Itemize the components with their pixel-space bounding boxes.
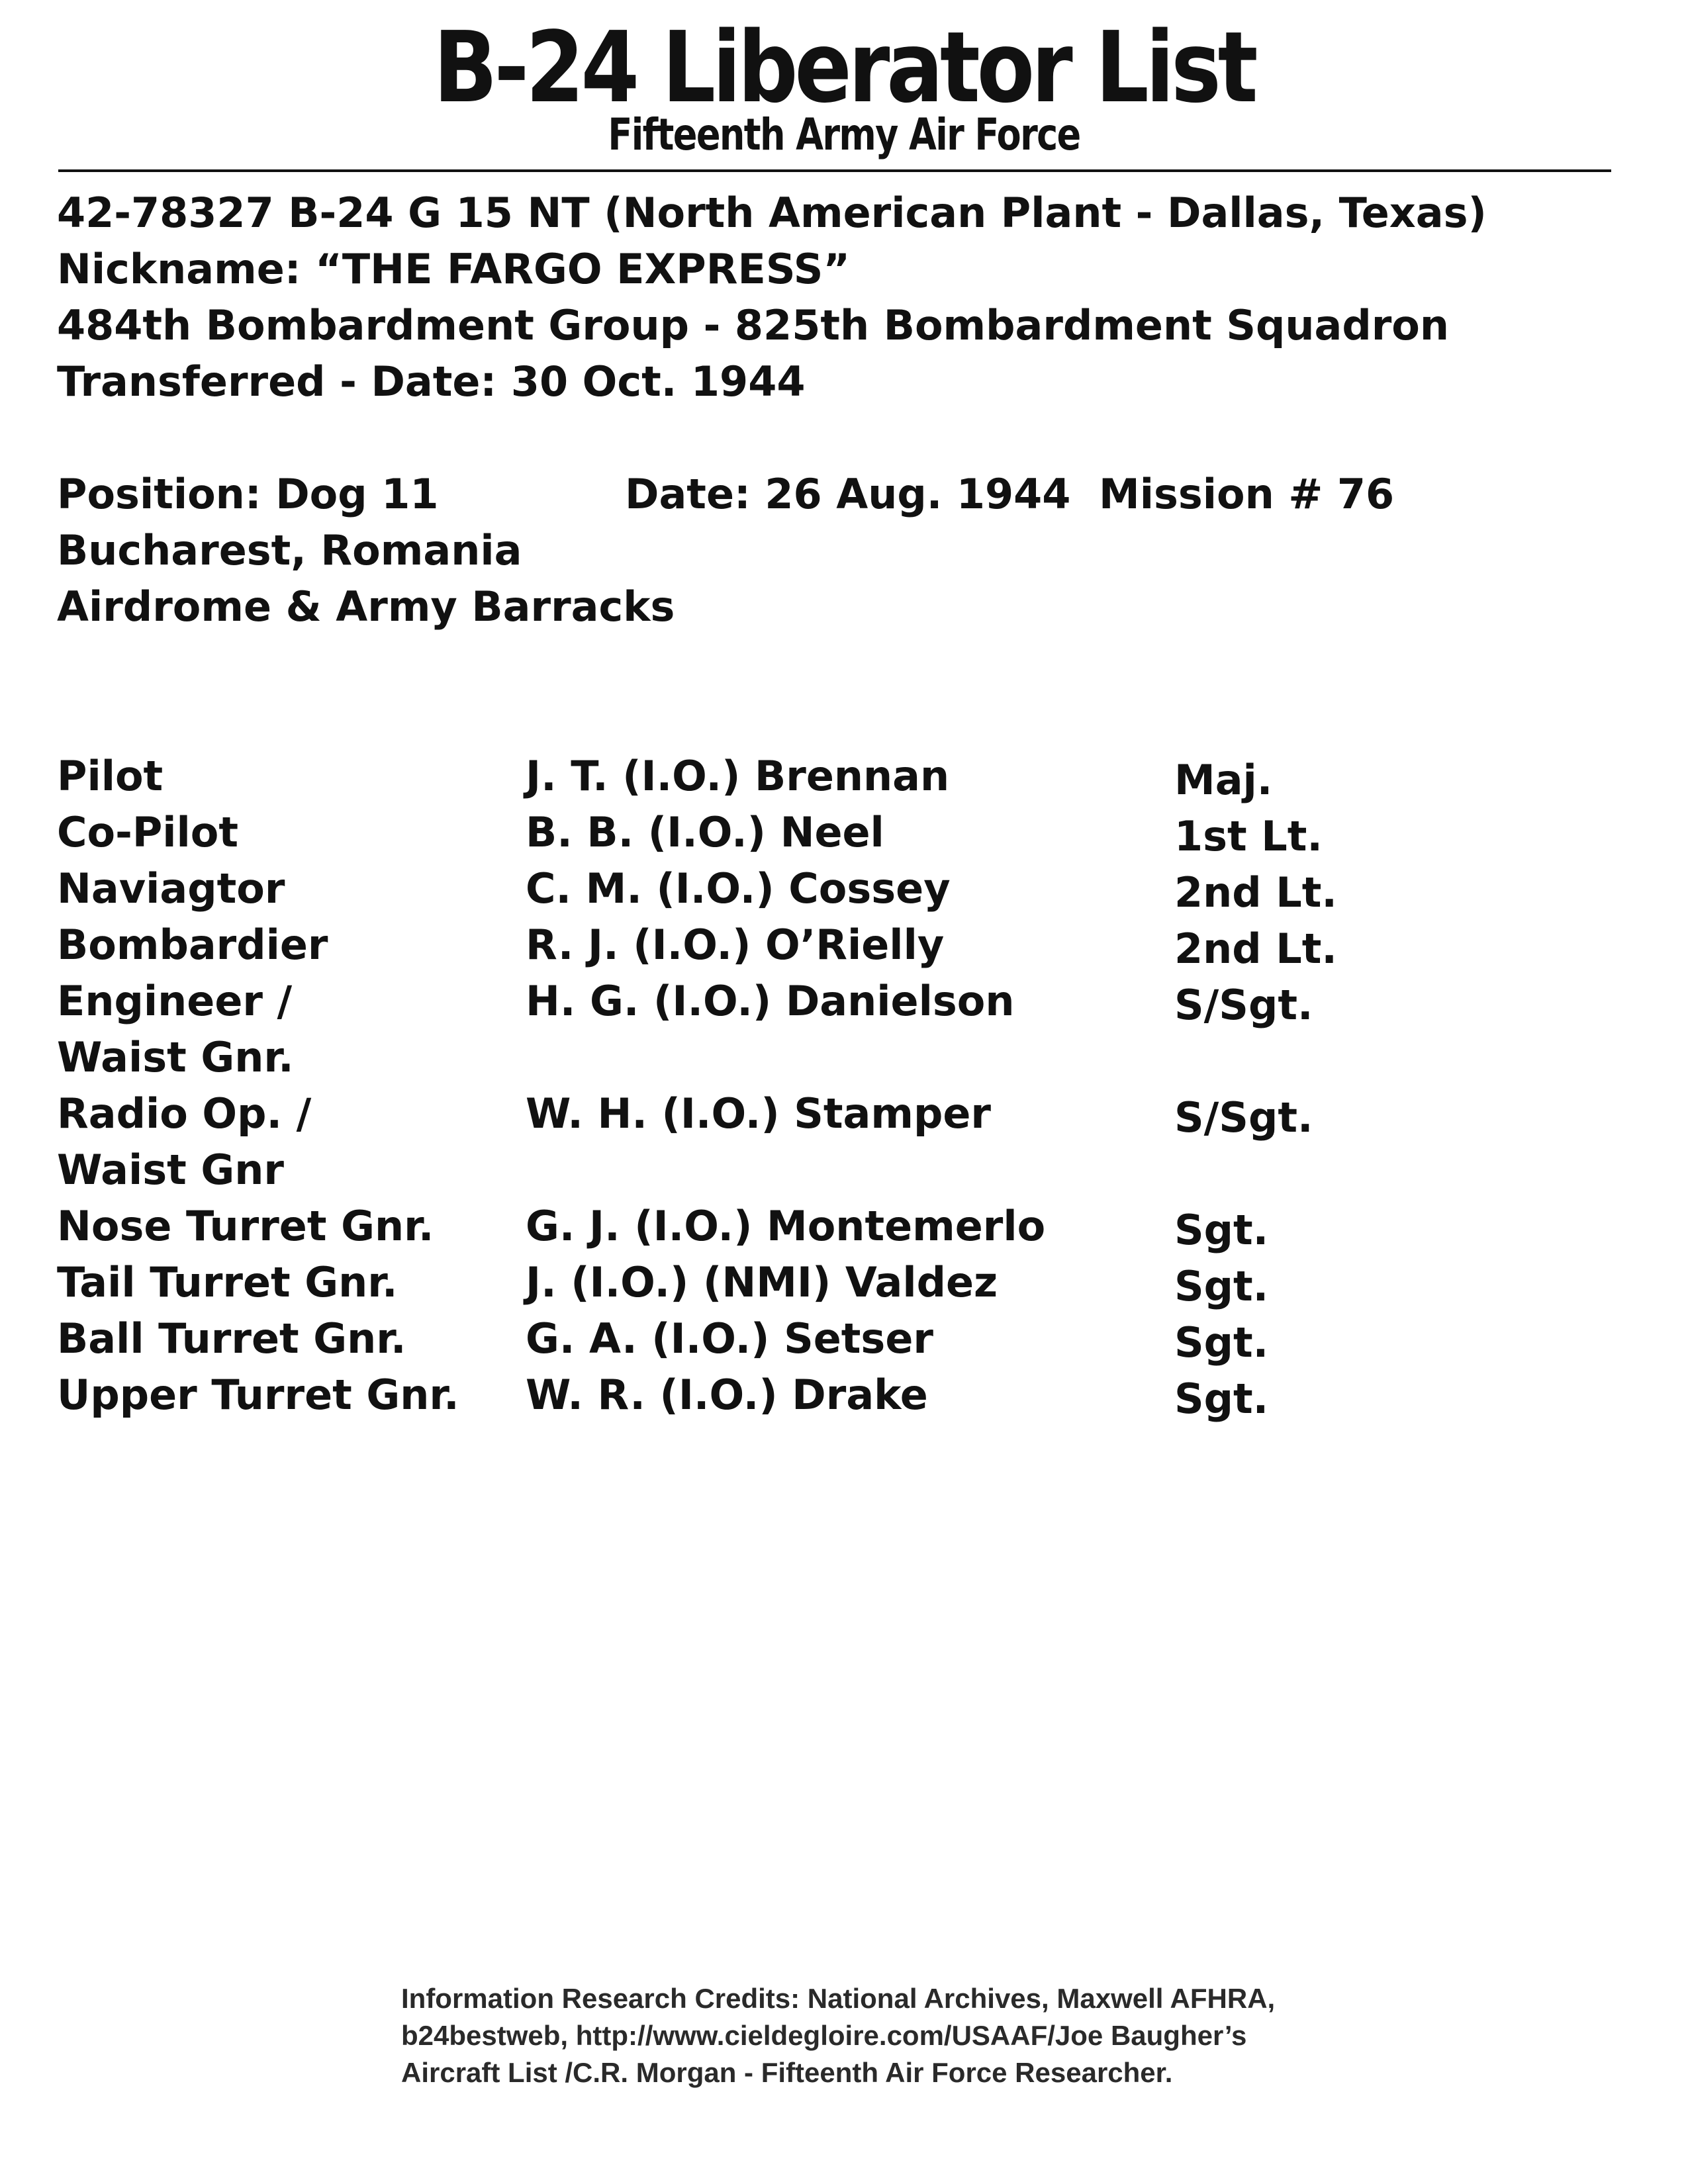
crew-rank: Maj. (1174, 756, 1273, 804)
crew-name: J. T. (I.O.) Brennan (526, 752, 950, 800)
crew-name: B. B. (I.O.) Neel (526, 808, 884, 856)
crew-row (57, 917, 1579, 973)
crew-position-line: Naviagtor (57, 864, 285, 913)
mission-target: Airdrome & Army Barracks (57, 582, 675, 631)
crew-position (57, 917, 328, 973)
mission-number: Mission # 76 (1099, 470, 1395, 518)
mission-location: Bucharest, Romania (57, 526, 522, 574)
crew-rank: Sgt. (1174, 1262, 1269, 1310)
crew-position (57, 1085, 311, 1198)
crew-position-line: Upper Turret Gnr. (57, 1371, 459, 1419)
crew-rank: Sgt. (1174, 1375, 1269, 1423)
crew-rank: S/Sgt. (1174, 981, 1313, 1029)
crew-list (57, 748, 1579, 1423)
research-credits (401, 1980, 1407, 2091)
mission-position: Position: Dog 11 (57, 470, 439, 518)
crew-position (57, 1254, 398, 1310)
crew-row (57, 804, 1579, 860)
crew-row (57, 1310, 1579, 1367)
crew-name: W. R. (I.O.) Drake (526, 1371, 928, 1419)
aircraft-nickname: Nickname: “THE FARGO EXPRESS” (57, 245, 851, 293)
crew-position (57, 1310, 406, 1367)
crew-name: G. J. (I.O.) Montemerlo (526, 1202, 1046, 1250)
crew-row (57, 1254, 1579, 1310)
crew-position (57, 1367, 459, 1423)
crew-position (57, 804, 238, 860)
crew-position-line: Tail Turret Gnr. (57, 1258, 398, 1306)
crew-position-line: Bombardier (57, 921, 328, 969)
crew-row (57, 973, 1579, 1085)
crew-position (57, 748, 163, 804)
crew-rank: Sgt. (1174, 1318, 1269, 1367)
crew-rank: Sgt. (1174, 1206, 1269, 1254)
crew-name: C. M. (I.O.) Cossey (526, 864, 951, 913)
crew-rank: 1st Lt. (1174, 812, 1323, 860)
header-divider (58, 169, 1611, 172)
crew-name: G. A. (I.O.) Setser (526, 1314, 933, 1363)
crew-row (57, 1367, 1579, 1423)
crew-rank: S/Sgt. (1174, 1093, 1313, 1142)
crew-row (57, 860, 1579, 917)
crew-rank: 2nd Lt. (1174, 868, 1337, 917)
crew-rank: 2nd Lt. (1174, 925, 1337, 973)
crew-name: J. (I.O.) (NMI) Valdez (526, 1258, 998, 1306)
crew-position-line: Waist Gnr. (57, 1033, 294, 1081)
crew-position-line: Ball Turret Gnr. (57, 1314, 406, 1363)
crew-row (57, 1198, 1579, 1254)
crew-name: R. J. (I.O.) O’Rielly (526, 921, 945, 969)
crew-position-line: Pilot (57, 752, 164, 800)
crew-name: W. H. (I.O.) Stamper (526, 1089, 992, 1138)
aircraft-transfer: Transferred - Date: 30 Oct. 1944 (57, 357, 806, 406)
crew-row (57, 748, 1579, 804)
credits-line: Aircraft List /C.R. Morgan - Fifteenth Air Force Researcher. (401, 2057, 1173, 2088)
crew-row (57, 1085, 1579, 1198)
crew-position (57, 973, 294, 1085)
crew-position-line: Radio Op. / (57, 1089, 312, 1138)
crew-position (57, 860, 285, 917)
credits-line: Information Research Credits: National Archives, Maxwell AFHRA, (401, 1983, 1276, 2014)
crew-position (57, 1198, 434, 1254)
page-subtitle: Fifteenth Army Air Force (608, 109, 1080, 160)
crew-position-line: Waist Gnr (57, 1146, 284, 1194)
aircraft-serial: 42-78327 B-24 G 15 NT (North American Plant - Dallas, Texas) (57, 189, 1487, 237)
mission-date: Date: 26 Aug. 1944 (625, 470, 1071, 518)
crew-position-line: Co-Pilot (57, 808, 239, 856)
crew-position-line: Engineer / (57, 977, 293, 1025)
credits-line: b24bestweb, http://www.cieldegloire.com/USAAF/Joe Baugher’s (401, 2020, 1247, 2051)
page-title: B-24 Liberator List (433, 11, 1255, 124)
crew-position-line: Nose Turret Gnr. (57, 1202, 434, 1250)
crew-name: H. G. (I.O.) Danielson (526, 977, 1015, 1025)
aircraft-unit: 484th Bombardment Group - 825th Bombardment Squadron (57, 301, 1450, 349)
